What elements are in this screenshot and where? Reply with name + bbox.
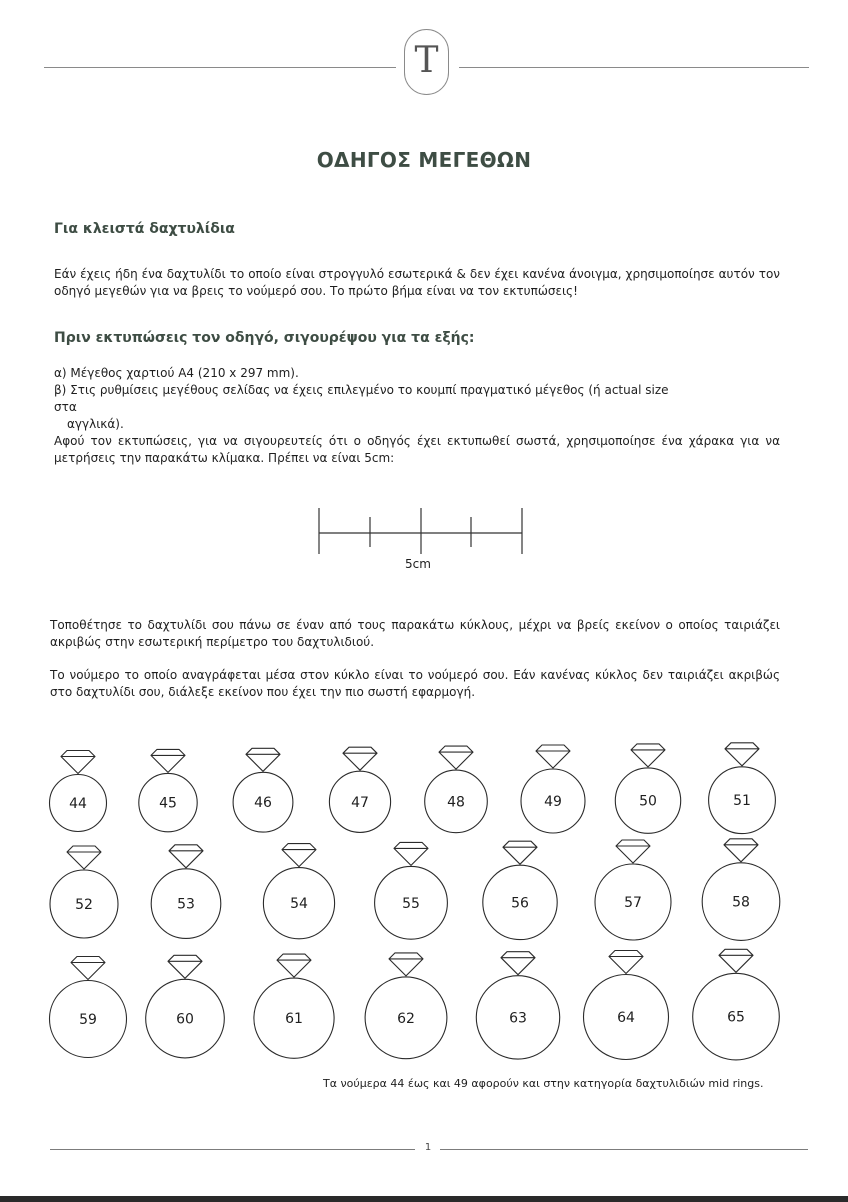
ring-size-54: [263, 844, 334, 939]
page-number: 1: [424, 1142, 432, 1153]
ring-size-63: [476, 952, 559, 1059]
ring-size-61: [254, 954, 334, 1058]
logo-monogram: T: [414, 40, 439, 81]
diamond-icon: [536, 745, 570, 768]
brand-logo: [404, 29, 449, 95]
ring-size-47: [329, 747, 390, 832]
ring-size-44: [50, 751, 107, 832]
ring-size-label: 57: [624, 895, 642, 911]
diamond-icon: [725, 743, 759, 766]
ring-size-label: 63: [509, 1010, 527, 1027]
ring-size-53: [151, 845, 221, 939]
intro-paragraph: Εάν έχεις ήδη ένα δαχτυλίδι το οποίο είναι στρογγυλό εσωτερικά & δεν έχει κανένα άνοιγμα, χρησιμοποίησε αυτόν τον οδηγό μεγεθών για να βρεις το νούμερό σου. Το πρώτο βήμα είναι να τον εκτυπώσεις!: [54, 267, 780, 298]
ring-size-label: 59: [79, 1012, 97, 1028]
diamond-icon: [246, 748, 280, 771]
ring-size-48: [425, 746, 488, 833]
ring-size-label: 60: [176, 1011, 194, 1028]
ring-size-label: 58: [732, 894, 750, 911]
footer-divider-right: [440, 1149, 808, 1150]
header-divider-right: [459, 67, 809, 68]
ring-size-label: 61: [285, 1011, 303, 1028]
ring-size-label: 62: [397, 1010, 415, 1027]
ruler-graphic: [318, 505, 528, 557]
ring-size-label: 50: [639, 793, 657, 810]
ring-size-56: [483, 841, 557, 939]
ring-size-label: 44: [69, 796, 87, 812]
diamond-icon: [631, 744, 665, 767]
ring-size-label: 47: [351, 794, 369, 811]
ring-size-49: [521, 745, 585, 833]
mid-rings-footnote: Τα νούμερα 44 έως και 49 αφορούν και στην κατηγορία δαχτυλιδιών mid rings.: [323, 1077, 764, 1090]
before-print-heading: Πριν εκτυπώσεις τον οδηγό, σιγουρέψου για τα εξής:: [54, 330, 475, 346]
ring-size-60: [146, 955, 225, 1058]
scale-ruler: [318, 505, 528, 575]
diamond-icon: [343, 747, 377, 770]
diamond-icon: [67, 846, 101, 869]
diamond-icon: [439, 746, 473, 769]
ring-size-label: 46: [254, 795, 272, 812]
ring-size-label: 56: [511, 895, 529, 912]
footer-divider-left: [50, 1149, 415, 1150]
ring-size-label: 45: [159, 795, 177, 812]
ring-size-label: 53: [177, 896, 195, 913]
diamond-icon: [169, 845, 203, 868]
diamond-icon: [282, 844, 316, 867]
ring-size-label: 51: [733, 793, 751, 810]
ring-size-62: [365, 953, 447, 1059]
diamond-icon: [61, 751, 95, 774]
diamond-icon: [501, 952, 535, 975]
ring-size-46: [233, 748, 293, 832]
requirement-actual-size-line1: β) Στις ρυθμίσεις μεγέθους σελίδας να έχεις επιλεγμένο το κουμπί πραγματικό μέγεθος (ή actual size στα: [54, 383, 669, 414]
ring-size-57: [595, 840, 671, 940]
requirement-paper-size: α) Μέγεθος χαρτιού Α4 (210 x 297 mm).: [54, 366, 299, 380]
ring-size-50: [615, 744, 680, 833]
ruler-check-paragraph: Αφού τον εκτυπώσεις, για να σιγουρευτείς ότι ο οδηγός έχει εκτυπωθεί σωστά, χρησιμοποίησε ένα χάρακα για να μετρήσεις την παρακάτω κλίμακα. Πρέπει να είναι 5cm:: [54, 434, 780, 465]
diamond-icon: [719, 949, 753, 972]
diamond-icon: [616, 840, 650, 863]
page-title: ΟΔΗΓΟΣ ΜΕΓΕΘΩΝ: [316, 148, 532, 172]
ring-size-label: 52: [75, 897, 93, 913]
ring-size-65: [693, 949, 780, 1060]
diamond-icon: [71, 957, 105, 980]
ring-size-label: 48: [447, 794, 465, 811]
diamond-icon: [394, 842, 428, 865]
ring-size-58: [702, 839, 780, 941]
ring-size-52: [50, 846, 118, 938]
ring-size-label: 65: [727, 1009, 745, 1026]
ring-size-label: 55: [402, 895, 420, 912]
ring-size-label: 49: [544, 794, 562, 810]
diamond-icon: [277, 954, 311, 977]
diamond-icon: [724, 839, 758, 862]
diamond-icon: [168, 955, 202, 978]
size-choice-paragraph: Το νούμερο το οποίο αναγράφεται μέσα στον κύκλο είναι το νούμερό σου. Εάν κανένας κύκλος δεν ταιριάζει ακριβώς στο δαχτυλίδι σου, διάλεξε εκείνον που έχει την πιο σωστή εφαρμογή.: [50, 668, 780, 699]
ring-size-59: [50, 957, 127, 1058]
ruler-label: 5cm: [405, 557, 431, 571]
section-heading-closed-rings: Για κλειστά δαχτυλίδια: [54, 221, 235, 237]
requirement-actual-size-line2: αγγλικά).: [67, 417, 124, 431]
ring-size-64: [584, 951, 669, 1060]
ring-size-55: [375, 842, 448, 939]
placement-paragraph: Τοποθέτησε το δαχτυλίδι σου πάνω σε έναν από τους παρακάτω κύκλους, μέχρι να βρείς εκείνον ο οποίος ταιριάζει ακριβώς στην εσωτερική περίμετρο του δαχτυλιδιού.: [50, 618, 780, 649]
ring-size-label: 54: [290, 896, 308, 913]
requirement-actual-size: [54, 382, 694, 433]
diamond-icon: [151, 749, 185, 772]
ring-size-label: 64: [617, 1010, 635, 1026]
diamond-icon: [503, 841, 537, 864]
diamond-icon: [389, 953, 423, 976]
header-divider-left: [44, 67, 396, 68]
page-bottom-edge: [0, 1196, 848, 1202]
ring-size-chart: [0, 740, 848, 1070]
diamond-icon: [609, 951, 643, 974]
ring-size-45: [139, 749, 197, 831]
ring-size-51: [709, 743, 776, 834]
